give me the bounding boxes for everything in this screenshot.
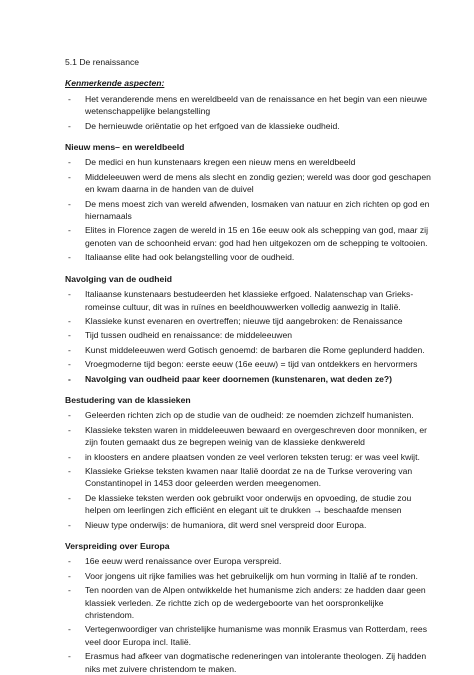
list-item: - De klassieke teksten werden ook gebruikt voor onderwijs en opvoeding, de studie zou helpen om leerlingen zich efficiënt en elegant uit te drukken → beschaafde mensen [65,492,434,517]
list-item: - Klassieke kunst evenaren en overtreffen; nieuwe tijd aangebroken: de Renaissance [65,315,434,327]
section-heading-nieuw-mensbeeld: Nieuw mens– en wereldbeeld [65,142,185,153]
list-item: - Ten noorden van de Alpen ontwikkelde het humanisme zich anders: ze hadden daar geen klassiek verleden. Ze richtte zich op de wedergeboorte van het oorspronkelijke christendom. [65,584,434,621]
list-item: - Kunst middeleeuwen werd Gotisch genoemd: de barbaren die Rome geplunderd hadden. [65,344,434,356]
list-item: - Navolging van oudheid paar keer doornemen (kunstenaren, wat deden ze?) [65,373,434,385]
list-item: - Erasmus had afkeer van dogmatische redeneringen van intolerante theologen. Zij hadden niks met zuivere christendom te maken. [65,650,434,675]
list-item: - Italiaanse kunstenaars bestudeerden het klassieke erfgoed. Nalatenschap van Grieks-romeinse cultuur, dit was in ruïnes en beeldhouwwerken volledig aanwezig in Italië. [65,288,434,313]
list-item: - Tijd tussen oudheid en renaissance: de middeleeuwen [65,329,434,341]
section-list-navolging-oudheid [65,288,434,385]
section-heading-navolging-oudheid: Navolging van de oudheid [65,273,172,284]
kenmerkende-aspecten-heading: Kenmerkende aspecten: [65,78,165,89]
list-item: - De mens moest zich van wereld afwenden, losmaken van natuur en zich richten op god en hiernamaals [65,198,434,223]
list-item: - Nieuw type onderwijs: de humaniora, dit werd snel verspreid door Europa. [65,519,434,531]
list-item: - Klassieke teksten waren in middeleeuwen bewaard en overgeschreven door monniken, er zijn fouten gemaakt dus ze begrepen weinig van de klassieke denkwereld [65,424,434,449]
section-heading-bestudering-klassieken: Bestudering van de klassieken [65,394,191,405]
list-item: - Vertegenwoordiger van christelijke humanisme was monnik Erasmus van Rotterdam, rees veel door Europa incl. Italië. [65,623,434,648]
list-item: - Vroegmoderne tijd begon: eerste eeuw (16e eeuw) = tijd van ontdekkers en hervormers [65,358,434,370]
list-item: - Middeleeuwen werd de mens als slecht en zondig gezien; wereld was door god geschapen en kwam daarna in de handen van de duivel [65,171,434,196]
list-item: - Klassieke Griekse teksten kwamen naar Italië doordat ze na de Turkse verovering van Constantinopel in 1453 door geleerden werden meegenomen. [65,465,434,490]
section-list-nieuw-mensbeeld [65,156,434,263]
section-heading-verspreiding-europa: Verspreiding over Europa [65,541,170,551]
list-item: - 16e eeuw werd renaissance over Europa verspreid. [65,555,434,567]
kenmerkende-aspecten-list [65,93,434,132]
list-item: - Italiaanse elite had ook belangstelling voor de oudheid. [65,251,434,263]
list-item: - Geleerden richten zich op de studie van de oudheid: ze noemden zichzelf humanisten. [65,409,434,421]
list-item: - Voor jongens uit rijke families was het gebruikelijk om hun vorming in Italië af te ronden. [65,570,434,582]
list-item: - in kloosters en andere plaatsen vonden ze veel verloren teksten terug: er was veel kwijt. [65,451,434,463]
section-list-bestudering-klassieken [65,409,434,531]
document-title: 5.1 De renaissance [65,57,140,67]
list-item: - De medici en hun kunstenaars kregen een nieuw mens en wereldbeeld [65,156,434,168]
list-item: - De hernieuwde oriëntatie op het erfgoed van de klassieke oudheid. [65,120,434,132]
list-item: - Elites in Florence zagen de wereld in 15 en 16e eeuw ook als schepping van god, maar zij genoten van de schoonheid ervan: god had hen uitgekozen om de schepping te voltooien. [65,224,434,249]
list-item: - Het veranderende mens en wereldbeeld van de renaissance en het begin van een nieuwe wetenschappelijke belangstelling [65,93,434,118]
section-list-verspreiding-europa [65,555,434,675]
